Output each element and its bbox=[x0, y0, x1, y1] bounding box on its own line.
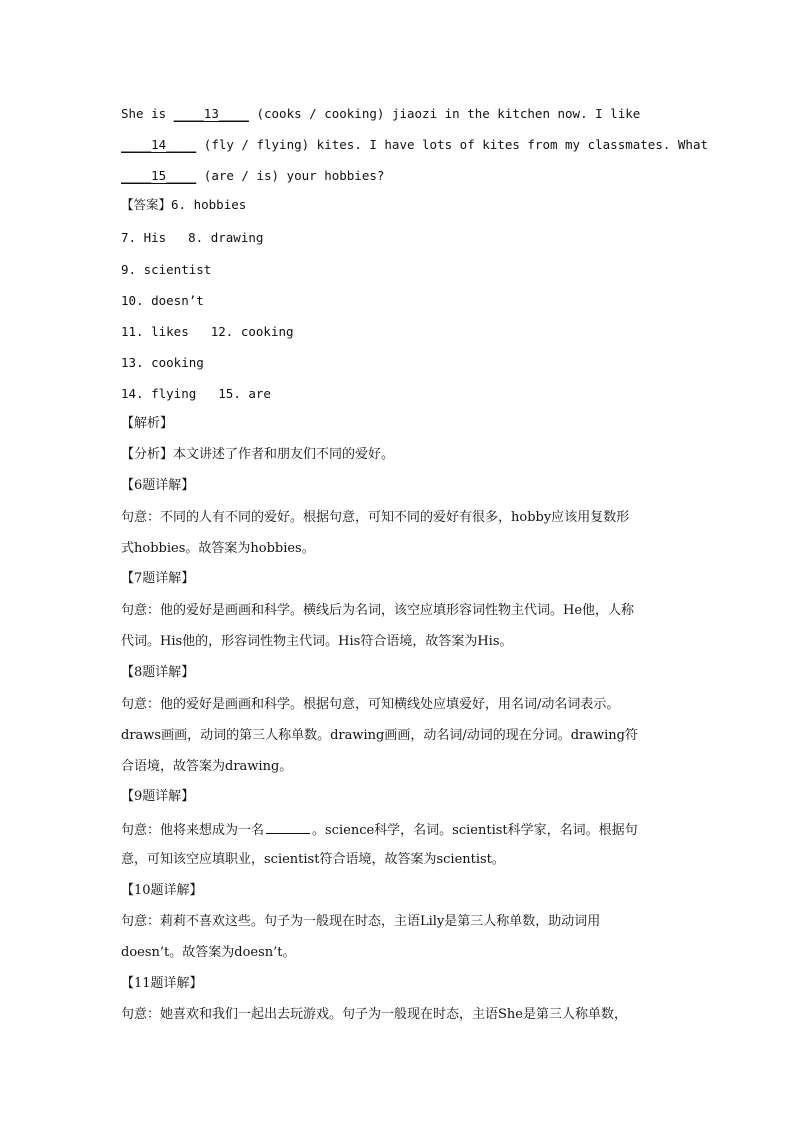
q6-line-2: 式hobbies。故答案为hobbies。 bbox=[121, 541, 315, 556]
q9-line-1 bbox=[121, 821, 638, 839]
q9-text-b: 。science科学，名词。scientist科学家，名词。根据句 bbox=[312, 823, 638, 838]
answer-line-9 bbox=[121, 262, 211, 278]
passage-text: She is bbox=[121, 106, 174, 121]
blank-14: ____14____ bbox=[121, 137, 197, 152]
q8-line-1: 句意：他的爱好是画画和科学。根据句意，可知横线处应填爱好，用名词/动名词表示。 bbox=[121, 697, 620, 712]
q11-title: 【11题详解】 bbox=[121, 976, 203, 991]
answer-item: 7. His bbox=[121, 230, 167, 245]
answer-line-14-15 bbox=[121, 386, 271, 402]
answer-line-13 bbox=[121, 355, 204, 371]
blank-13: ____13____ bbox=[173, 106, 249, 121]
q11-line-1: 句意：她喜欢和我们一起出去玩游戏。句子为一般现在时态，主语She是第三人称单数， bbox=[121, 1007, 627, 1022]
q7-line-2: 代词。His他的，形容词性物主代词。His符合语境，故答案为His。 bbox=[121, 634, 513, 649]
answer-line-10 bbox=[121, 293, 204, 309]
q9-line-2: 意，可知该空应填职业，scientist符合语境，故答案为scientist。 bbox=[121, 852, 505, 867]
answer-line-7-8 bbox=[121, 230, 263, 246]
q10-line-2: doesn’t。故答案为doesn’t。 bbox=[121, 945, 296, 960]
passage-text: (fly / flying) kites. I have lots of kites from my classmates. What bbox=[196, 137, 709, 152]
q7-title: 【7题详解】 bbox=[121, 571, 195, 586]
answer-item: 15. are bbox=[218, 386, 271, 401]
analysis-summary: 【分析】本文讲述了作者和朋友们不同的爱好。 bbox=[121, 447, 395, 462]
q10-line-1: 句意：莉莉不喜欢这些。句子为一般现在时态，主语Lily是第三人称单数，助动词用 bbox=[121, 914, 601, 929]
answer-item: 12. cooking bbox=[210, 324, 294, 339]
answer-label: 【答案】 bbox=[121, 197, 172, 212]
q6-title: 【6题详解】 bbox=[121, 478, 195, 493]
passage-line-3 bbox=[121, 168, 384, 184]
blank-line bbox=[266, 821, 310, 834]
answer-item: 6. hobbies bbox=[171, 197, 247, 212]
passage-text: (cooks / cooking) jiaozi in the kitchen now. I like bbox=[248, 106, 641, 121]
q9-title: 【9题详解】 bbox=[121, 789, 195, 804]
answer-item: 9. scientist bbox=[121, 262, 212, 277]
q8-line-3: 合语境，故答案为drawing。 bbox=[121, 759, 293, 774]
passage-text: (are / is) your hobbies? bbox=[196, 168, 385, 183]
analysis-heading: 【解析】 bbox=[121, 416, 174, 431]
answer-item: 10. doesn’t bbox=[121, 293, 204, 308]
q8-line-2: draws画画，动词的第三人称单数。drawing画画，动名词/动词的现在分词。drawing符 bbox=[121, 728, 638, 743]
answer-item: 13. cooking bbox=[121, 355, 204, 370]
answer-line-11-12 bbox=[121, 324, 294, 340]
q7-line-1: 句意：他的爱好是画画和科学。横线后为名词，该空应填形容词性物主代词。He他，人称 bbox=[121, 603, 635, 618]
answer-line-6 bbox=[121, 197, 246, 213]
answer-item: 11. likes bbox=[121, 324, 189, 339]
q10-title: 【10题详解】 bbox=[121, 883, 203, 898]
passage-line-1 bbox=[121, 106, 640, 122]
blank-15: ____15____ bbox=[121, 168, 197, 183]
answer-item: 14. flying bbox=[121, 386, 197, 401]
q6-line-1: 句意：不同的人有不同的爱好。根据句意，可知不同的爱好有很多，hobby应该用复数形 bbox=[121, 510, 630, 525]
q8-title: 【8题详解】 bbox=[121, 665, 195, 680]
passage-line-2 bbox=[121, 137, 708, 153]
q9-text-a: 句意：他将来想成为一名 bbox=[121, 823, 265, 838]
answer-item: 8. drawing bbox=[188, 230, 264, 245]
